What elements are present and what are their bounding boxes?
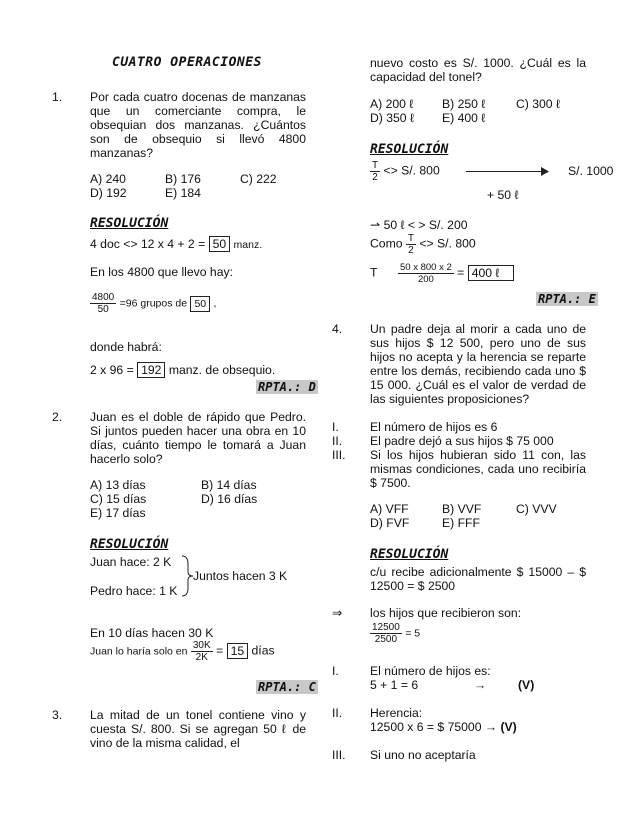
option: D) 192 [90,186,127,200]
solution-line: Si uno no aceptaría [370,748,476,762]
option: E) 17 días [90,506,146,520]
answer-box: 50 [190,296,210,312]
option: D) 16 días [201,492,258,506]
answer-label: RPTA.: E [538,292,596,306]
option: A) 200 ℓ [370,97,414,111]
solution-line: donde habrá: [90,340,162,354]
option: A) 240 [90,172,126,186]
option: C) 222 [240,172,277,186]
fraction: $\frac{30K}{2K}$ [192,640,211,663]
solution-line: S/. 1000 [568,164,614,178]
fraction: $\frac{4800}{50}$ [92,292,115,315]
fraction: $\frac{T}{2}$ [372,160,379,183]
solution-fraction-line: $\frac{4800}{50}$ =96 grupos de 50 , [92,292,217,315]
option: B) VVF [442,502,482,516]
answer-box: 50 [209,236,231,252]
solution-fraction-line: $\frac{T}{2}$ <> S/. 800 [372,160,440,183]
answer-box: 15 [227,643,249,659]
proposition-number: I. [332,420,339,434]
implies-arrow-icon: ⇀ [370,218,381,232]
solution-line: los hijos que recibieron son: [370,606,522,620]
brace-icon [180,554,194,598]
solution-fraction-line: Como $\frac{T}{2}$ <> S/. 800 [370,233,476,256]
solution-line: Juan hace: 2 K [90,555,172,569]
question-text: Un padre deja al morir a cada uno de sus hijos $ 12 500, pero uno de sus hijos no acepta y la herencia se reparte entre los demás, recibiendo cada uno $ 15 000. ¿Cuál es el valor de verdad de las siguientes proposiciones? [370,322,586,406]
answer-label: RPTA.: C [258,680,316,694]
solution-line: 12500 x 6 = $ 75000 → (V) [370,720,517,734]
option: C) VVV [516,502,557,516]
option: A) VFF [370,502,409,516]
option: D) FVF [370,516,410,530]
solution-line: En los 4800 que llevo hay: [90,265,233,279]
answer-box: 192 [137,362,165,378]
fraction: $\frac{T}{2}$ [407,233,415,256]
solution-line: + 50 ℓ [487,188,519,202]
answer-label: RPTA.: D [258,380,316,394]
arrow-right-icon: → [474,678,487,692]
proposition-text: Si los hijos hubieran sido 11 con, las mismas condiciones, cada uno recibiría $ 7500. [370,448,586,490]
question-text: La mitad de un tonel contiene vino y cuesta S/. 800. Si se agregan 50 ℓ de vino de la misma calidad, el [90,708,306,750]
truth-value: (V) [518,678,535,692]
solution-fraction-line: Juan lo haría solo en $\frac{30K}{2K}$ = 15 días [90,640,275,663]
question-number: 3. [52,708,63,722]
page-title: CUATRO OPERACIONES [112,55,262,70]
solution-line: 4 doc <> 12 x 4 + 2 = 50 manz. [90,237,263,251]
question-number: 4. [332,322,343,336]
solution-line: 2 x 96 = 192 manz. de obsequio. [90,363,276,377]
solution-line: En 10 días hacen 30 K [90,626,214,640]
solution-line: El número de hijos es: [370,664,491,678]
resolucion-heading: RESOLUCIÓN [370,547,449,562]
proposition-number: III. [332,448,346,462]
option: B) 250 ℓ [442,97,486,111]
implies-arrow-icon: ⇒ [332,606,343,620]
option: A) 13 días [90,478,146,492]
option: D) 350 ℓ [370,111,414,125]
arrow-right-icon: → [484,720,498,734]
solution-item-number: III. [332,748,346,762]
resolucion-heading: RESOLUCIÓN [370,142,449,157]
question-text-continued: nuevo costo es S/. 1000. ¿Cuál es la capacidad del tonel? [370,56,586,84]
option: B) 176 [165,172,201,186]
proposition-number: II. [332,434,343,448]
option: E) 184 [165,186,201,200]
solution-line: 5 + 1 = 6 [370,678,419,692]
answer-box: 400 ℓ [468,265,514,281]
arrow-line [466,171,544,172]
solution-line: ⇀ 50 ℓ < > S/. 200 [370,218,468,232]
arrow-right-icon [541,167,549,176]
solution-line: c/u recibe adicionalmente $ 15000 – $ 12500 = $ 2500 [370,565,586,593]
question-number: 1. [52,90,63,104]
solution-line: Pedro hace: 1 K [90,584,178,598]
option: C) 15 días [90,492,147,506]
question-text: Juan es el doble de rápido que Pedro. Si juntos pueden hacer una obra en 10 días, cuánto tiempo le tomará a Juan hacerlo solo? [90,410,306,466]
option: E) FFF [442,516,480,530]
truth-value: (V) [500,720,517,734]
option: C) 300 ℓ [516,97,560,111]
solution-item-number: I. [332,664,339,678]
option: E) 400 ℓ [442,111,486,125]
resolucion-heading: RESOLUCIÓN [90,216,169,231]
resolucion-heading: RESOLUCIÓN [90,537,169,552]
fraction: $\frac{50 x 800 x 2}{200}$ [400,262,452,285]
fraction: $\frac{12500}{2500}$ [372,622,400,645]
question-text: Por cada cuatro docenas de manzanas que un comerciante compra, le obsequian dos manzanas. ¿Cuántos son de obsequio si llevó 4800 manzanas? [90,90,306,160]
solution-item-number: II. [332,706,343,720]
option: B) 14 días [201,478,257,492]
proposition-text: El padre dejó a sus hijos $ 75 000 [370,434,554,448]
solution-line: Juntos hacen 3 K [193,569,288,583]
proposition-text: El número de hijos es 6 [370,420,498,434]
solution-line: Herencia: [370,706,423,720]
question-number: 2. [52,410,63,424]
solution-fraction-line: $\frac{12500}{2500}$ = 5 [372,622,421,645]
solution-fraction-line: T $\frac{50 x 800 x 2}{200}$ = 400 ℓ [370,262,514,285]
